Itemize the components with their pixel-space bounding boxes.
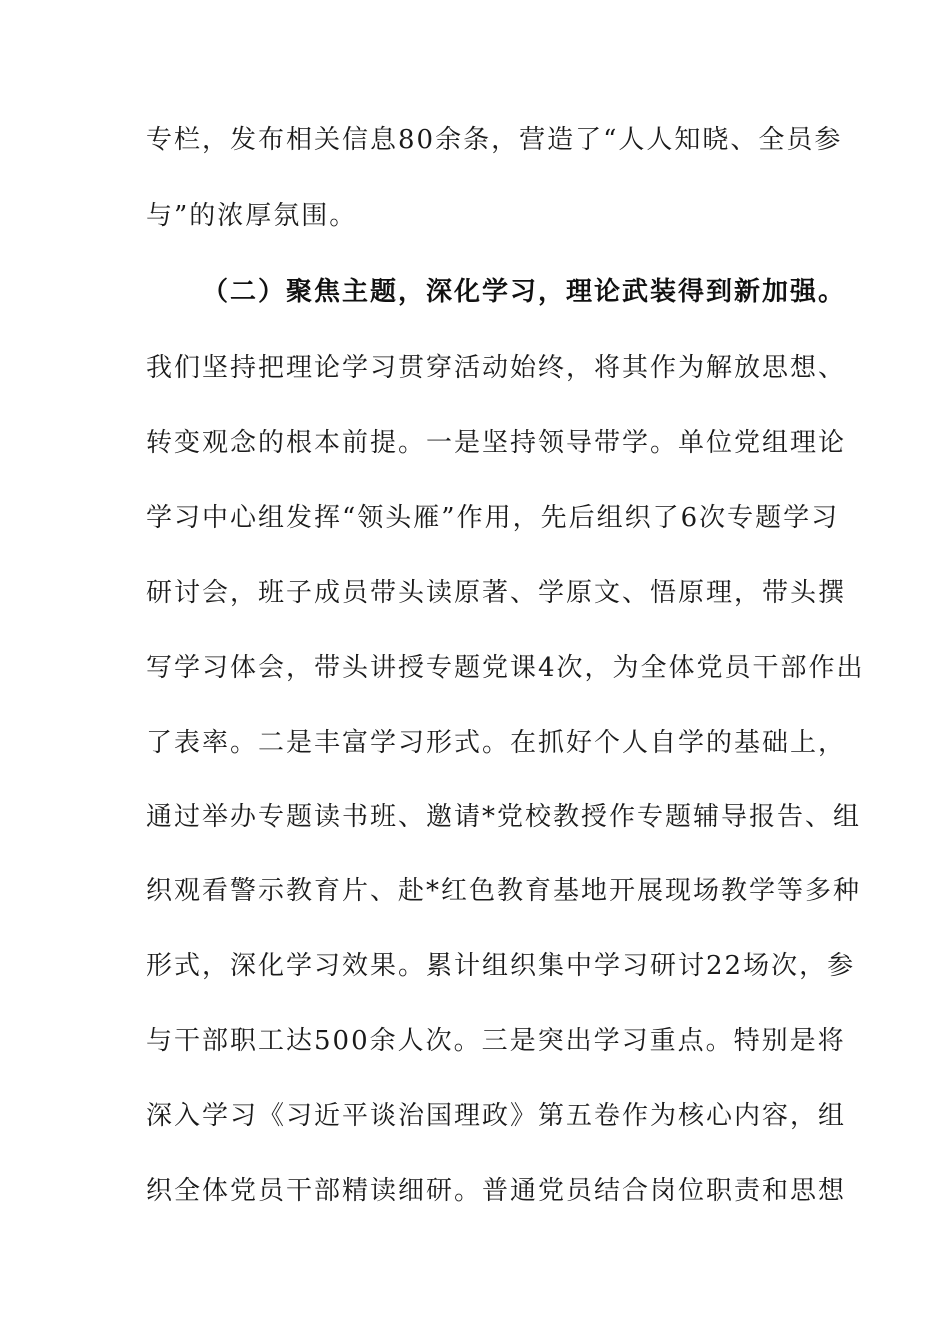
paragraph-line: 织全体党员干部精读细研。普通党员结合岗位职责和思想: [146, 1176, 847, 1206]
section-heading: （二）聚焦主题，深化学习，理论武装得到新加强。: [202, 277, 847, 307]
paragraph-line: 织观看警示教育片、赴*红色教育基地开展现场教学等多种: [146, 876, 862, 906]
paragraph-line: 我们坚持把理论学习贯穿活动始终，将其作为解放思想、: [146, 353, 847, 383]
paragraph-line: 转变观念的根本前提。一是坚持领导带学。单位党组理论: [146, 428, 847, 458]
paragraph-line: 形式，深化学习效果。累计组织集中学习研讨22场次，参: [146, 951, 856, 981]
paragraph-line: 学习中心组发挥“领头雁”作用，先后组织了6次专题学习: [146, 503, 840, 533]
paragraph-line: 研讨会，班子成员带头读原著、学原文、悟原理，带头撰: [146, 578, 847, 608]
paragraph-line: 通过举办专题读书班、邀请*党校教授作专题辅导报告、组: [146, 802, 862, 832]
paragraph-line: 写学习体会，带头讲授专题党课4次，为全体党员干部作出: [146, 653, 865, 683]
paragraph-line: 深入学习《习近平谈治国理政》第五卷作为核心内容，组: [146, 1101, 847, 1131]
paragraph-line: 专栏，发布相关信息80余条，营造了“人人知晓、全员参: [146, 125, 843, 155]
paragraph-line: 了表率。二是丰富学习形式。在抓好个人自学的基础上，: [146, 728, 847, 758]
paragraph-line: 与”的浓厚氛围。: [146, 201, 358, 231]
paragraph-line: 与干部职工达500余人次。三是突出学习重点。特别是将: [146, 1026, 846, 1056]
